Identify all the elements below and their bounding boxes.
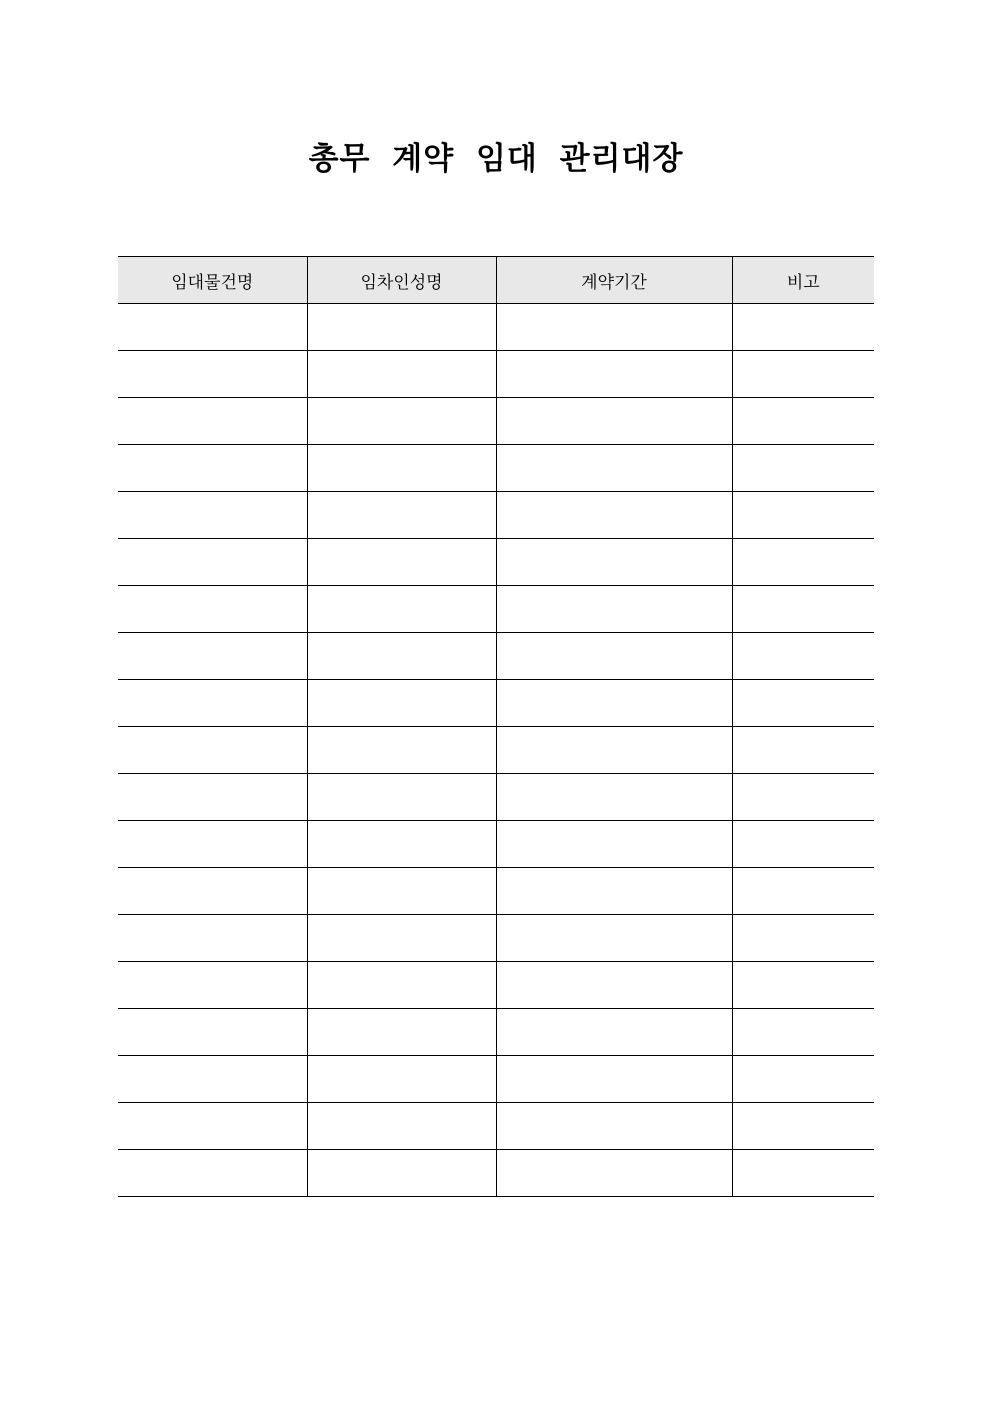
- table-row: [118, 821, 874, 868]
- cell-tenant-name[interactable]: [307, 633, 496, 680]
- cell-contract-period[interactable]: [496, 1009, 732, 1056]
- cell-remarks[interactable]: [732, 1056, 874, 1103]
- cell-contract-period[interactable]: [496, 1103, 732, 1150]
- table-row: [118, 1103, 874, 1150]
- cell-tenant-name[interactable]: [307, 586, 496, 633]
- table-row: [118, 680, 874, 727]
- cell-tenant-name[interactable]: [307, 821, 496, 868]
- document-title: 총무 계약 임대 관리대장: [308, 141, 684, 177]
- cell-remarks[interactable]: [732, 680, 874, 727]
- table-row: [118, 962, 874, 1009]
- cell-contract-period[interactable]: [496, 539, 732, 586]
- ledger-table: [118, 256, 874, 1197]
- table-row: [118, 774, 874, 821]
- column-header-remarks: 비고: [732, 257, 874, 304]
- table-row: [118, 633, 874, 680]
- cell-tenant-name[interactable]: [307, 539, 496, 586]
- cell-remarks[interactable]: [732, 351, 874, 398]
- cell-contract-period[interactable]: [496, 821, 732, 868]
- cell-contract-period[interactable]: [496, 774, 732, 821]
- cell-property-name[interactable]: [118, 445, 307, 492]
- cell-remarks[interactable]: [732, 445, 874, 492]
- table-row: [118, 492, 874, 539]
- cell-contract-period[interactable]: [496, 398, 732, 445]
- cell-tenant-name[interactable]: [307, 445, 496, 492]
- table-row: [118, 1009, 874, 1056]
- cell-tenant-name[interactable]: [307, 680, 496, 727]
- cell-contract-period[interactable]: [496, 492, 732, 539]
- cell-contract-period[interactable]: [496, 868, 732, 915]
- cell-remarks[interactable]: [732, 774, 874, 821]
- cell-tenant-name[interactable]: [307, 1056, 496, 1103]
- cell-remarks[interactable]: [732, 586, 874, 633]
- header-row: [118, 257, 874, 304]
- cell-remarks[interactable]: [732, 304, 874, 351]
- cell-tenant-name[interactable]: [307, 962, 496, 1009]
- cell-tenant-name[interactable]: [307, 1150, 496, 1197]
- cell-property-name[interactable]: [118, 915, 307, 962]
- table-body: [118, 304, 874, 1197]
- table-row: [118, 1056, 874, 1103]
- cell-remarks[interactable]: [732, 633, 874, 680]
- cell-tenant-name[interactable]: [307, 774, 496, 821]
- cell-property-name[interactable]: [118, 868, 307, 915]
- cell-contract-period[interactable]: [496, 351, 732, 398]
- cell-property-name[interactable]: [118, 586, 307, 633]
- cell-tenant-name[interactable]: [307, 727, 496, 774]
- cell-contract-period[interactable]: [496, 915, 732, 962]
- cell-tenant-name[interactable]: [307, 915, 496, 962]
- cell-remarks[interactable]: [732, 398, 874, 445]
- column-header-contract-period: 계약기간: [496, 257, 732, 304]
- cell-contract-period[interactable]: [496, 680, 732, 727]
- cell-remarks[interactable]: [732, 821, 874, 868]
- cell-property-name[interactable]: [118, 492, 307, 539]
- table-row: [118, 398, 874, 445]
- cell-remarks[interactable]: [732, 1150, 874, 1197]
- cell-contract-period[interactable]: [496, 1150, 732, 1197]
- cell-tenant-name[interactable]: [307, 1103, 496, 1150]
- cell-tenant-name[interactable]: [307, 492, 496, 539]
- cell-remarks[interactable]: [732, 539, 874, 586]
- cell-property-name[interactable]: [118, 821, 307, 868]
- cell-property-name[interactable]: [118, 1103, 307, 1150]
- cell-property-name[interactable]: [118, 539, 307, 586]
- cell-property-name[interactable]: [118, 680, 307, 727]
- table-row: [118, 586, 874, 633]
- cell-tenant-name[interactable]: [307, 398, 496, 445]
- table-row: [118, 727, 874, 774]
- cell-tenant-name[interactable]: [307, 304, 496, 351]
- cell-contract-period[interactable]: [496, 962, 732, 1009]
- cell-contract-period[interactable]: [496, 633, 732, 680]
- table-row: [118, 445, 874, 492]
- cell-contract-period[interactable]: [496, 1056, 732, 1103]
- cell-remarks[interactable]: [732, 868, 874, 915]
- cell-property-name[interactable]: [118, 1009, 307, 1056]
- cell-remarks[interactable]: [732, 727, 874, 774]
- table-row: [118, 351, 874, 398]
- cell-property-name[interactable]: [118, 398, 307, 445]
- column-header-property-name: 임대물건명: [118, 257, 307, 304]
- cell-property-name[interactable]: [118, 962, 307, 1009]
- table-row: [118, 539, 874, 586]
- table-row: [118, 1150, 874, 1197]
- cell-property-name[interactable]: [118, 774, 307, 821]
- cell-tenant-name[interactable]: [307, 1009, 496, 1056]
- cell-remarks[interactable]: [732, 915, 874, 962]
- cell-remarks[interactable]: [732, 492, 874, 539]
- cell-property-name[interactable]: [118, 1056, 307, 1103]
- cell-contract-period[interactable]: [496, 727, 732, 774]
- cell-property-name[interactable]: [118, 351, 307, 398]
- cell-remarks[interactable]: [732, 1009, 874, 1056]
- cell-property-name[interactable]: [118, 1150, 307, 1197]
- cell-contract-period[interactable]: [496, 304, 732, 351]
- cell-tenant-name[interactable]: [307, 351, 496, 398]
- table-row: [118, 915, 874, 962]
- cell-property-name[interactable]: [118, 727, 307, 774]
- table-row: [118, 304, 874, 351]
- table-row: [118, 868, 874, 915]
- column-header-tenant-name: 임차인성명: [307, 257, 496, 304]
- cell-remarks[interactable]: [732, 1103, 874, 1150]
- cell-remarks[interactable]: [732, 962, 874, 1009]
- cell-property-name[interactable]: [118, 633, 307, 680]
- cell-contract-period[interactable]: [496, 586, 732, 633]
- cell-tenant-name[interactable]: [307, 868, 496, 915]
- cell-contract-period[interactable]: [496, 445, 732, 492]
- cell-property-name[interactable]: [118, 304, 307, 351]
